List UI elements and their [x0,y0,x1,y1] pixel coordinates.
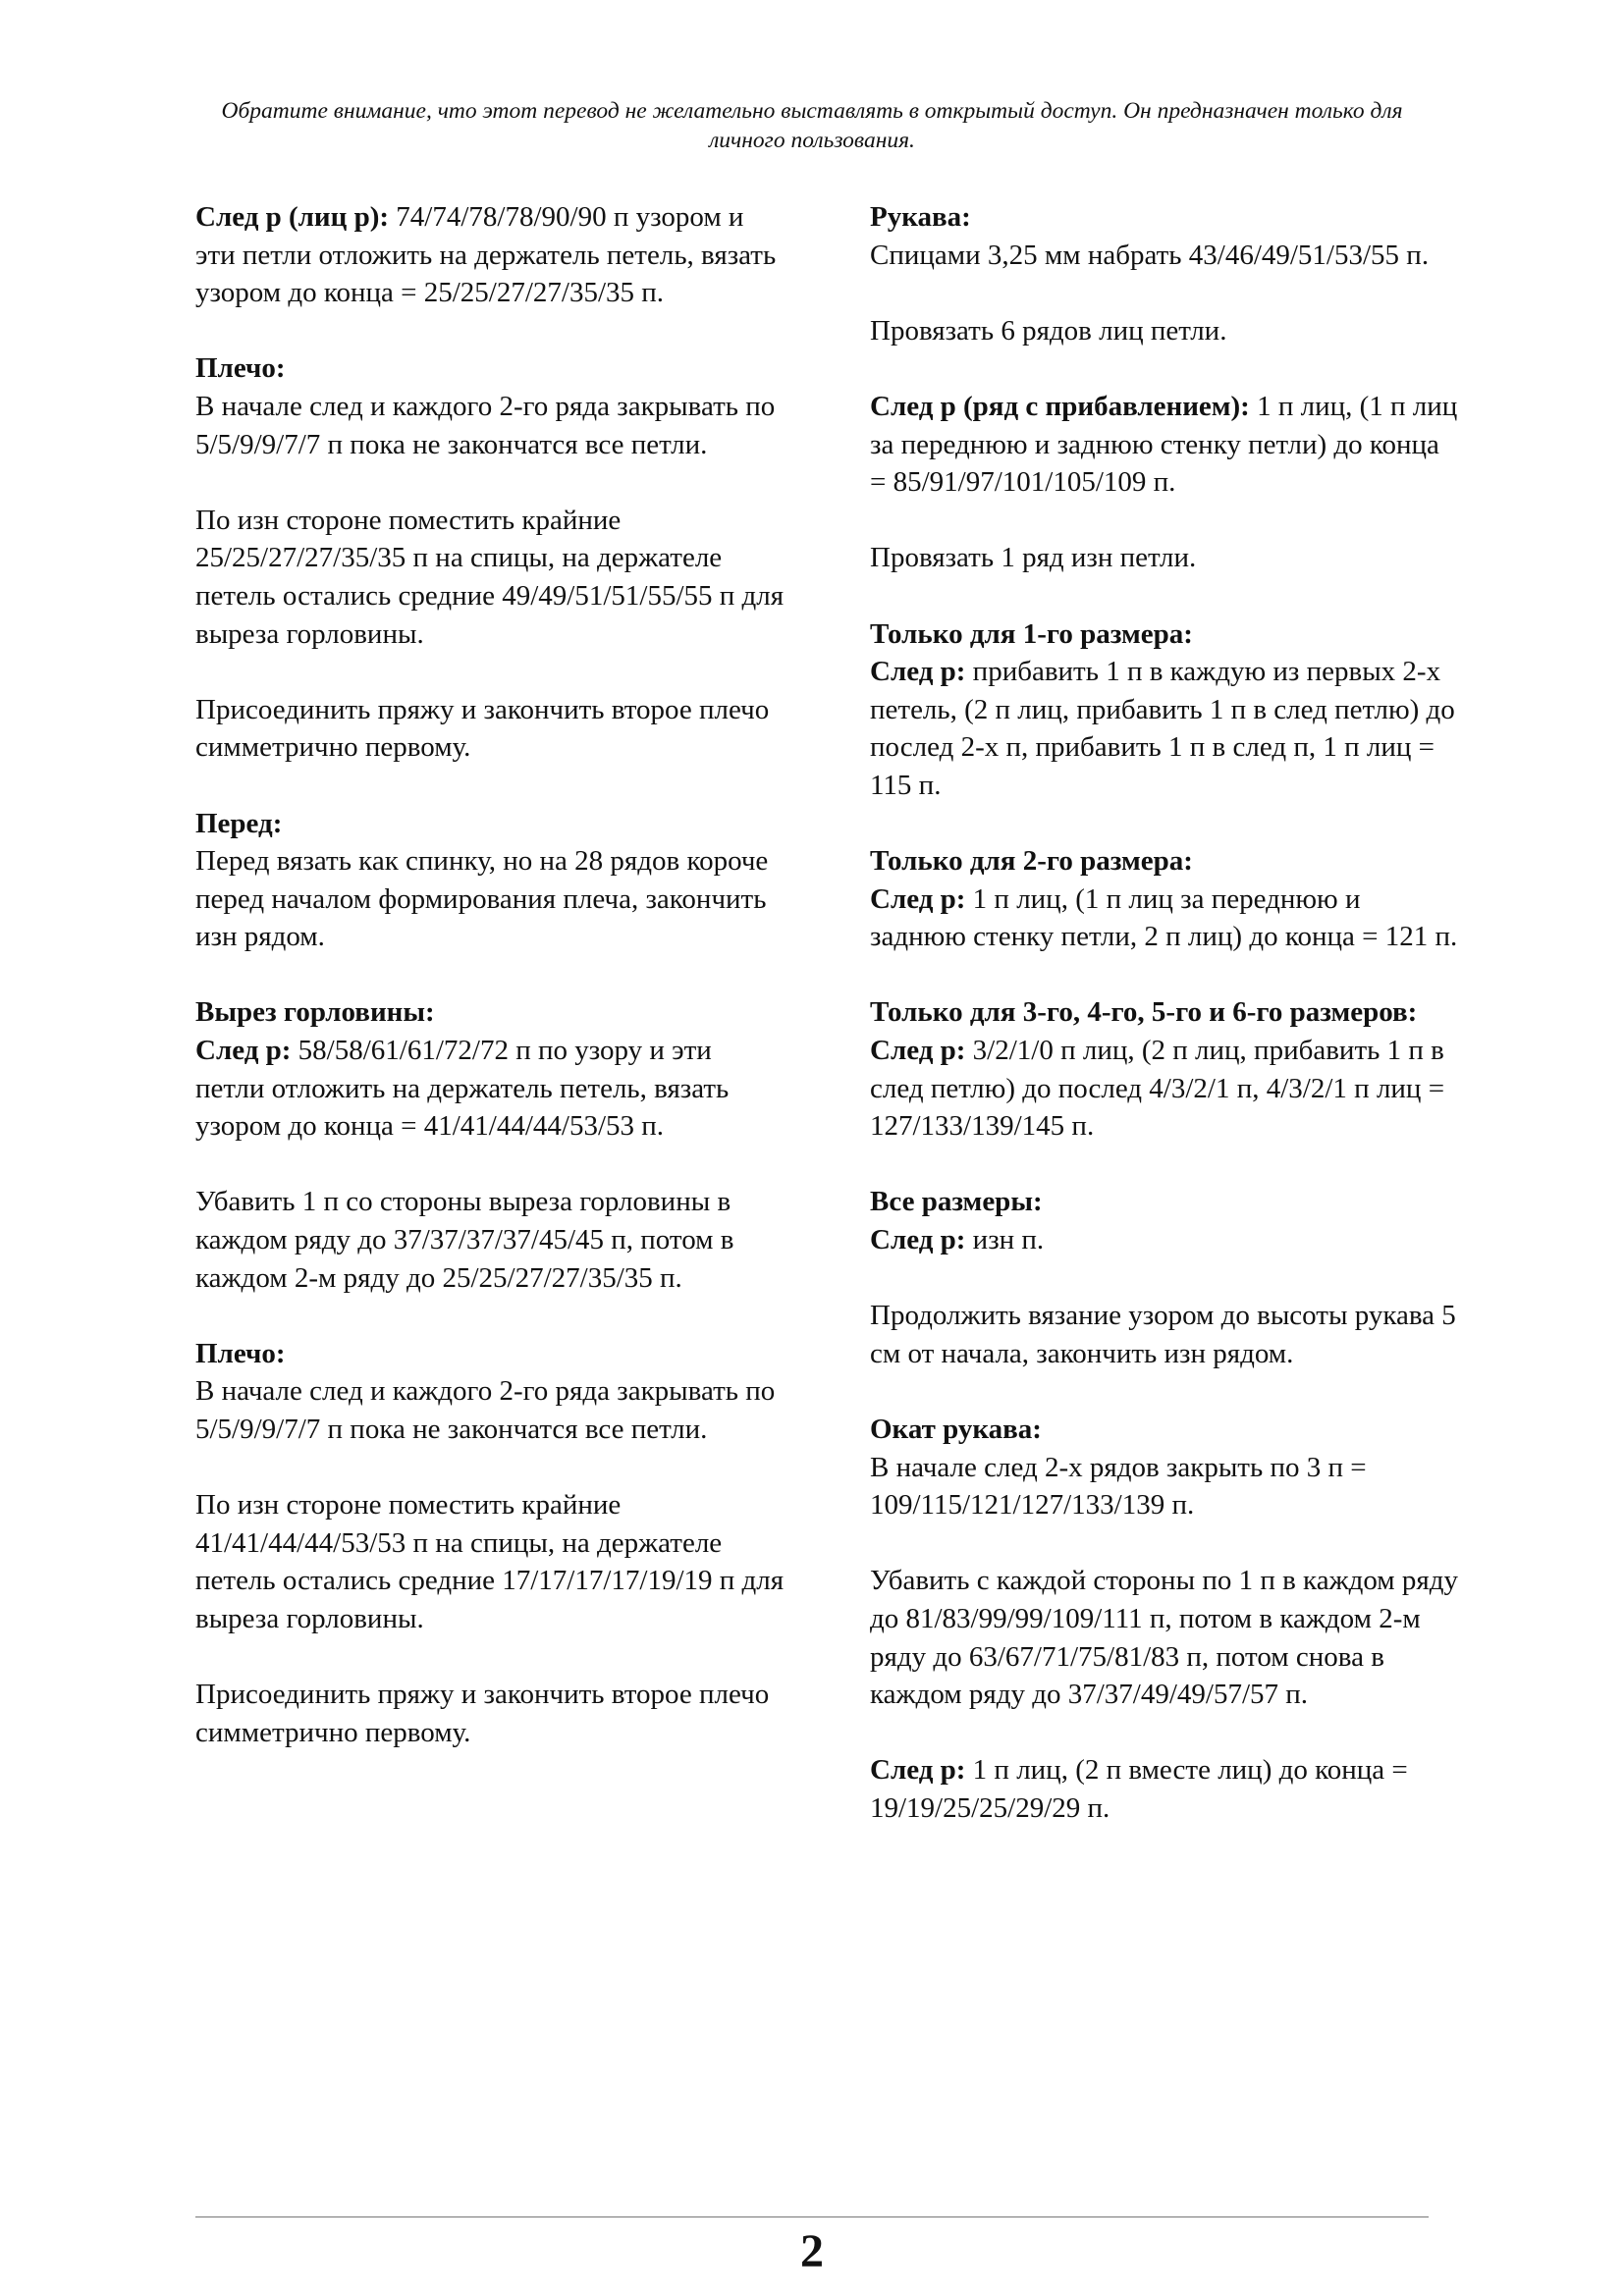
purl-row-instruction: Провязать 1 ряд изн петли. [870,542,1197,574]
continue-instruction: Продолжить вязание узором до высоты рукава 5 см от начала, закончить изн рядом. [870,1300,1456,1369]
size2-block [870,842,1459,956]
continue-block [870,1297,1459,1372]
size1-block [870,615,1459,805]
join-yarn-block-1 [195,691,785,767]
join-yarn-block-2 [195,1676,785,1751]
back-next-row-block [195,198,785,312]
wrong-side-instruction: По изн стороне поместить крайние 41/41/44/44/53/53 п на спицы, на держателе петель остались средние 17/17/17/17/19/19 п для выреза горловины. [195,1489,785,1634]
purl-row-block [870,539,1459,577]
row-instruction: 74/74/78/78/90/90 п узором и эти петли отложить на держатель петель, вязать узором до конца = 25/25/27/27/35/35 п. [195,201,777,309]
neck-decrease-block [195,1183,785,1297]
shoulder-block-2 [195,1335,785,1449]
row-label: След р (лиц р): [195,201,390,233]
row-label: След р: [870,1035,966,1067]
section-heading-sleeve-cap: Окат рукава: [870,1414,1042,1445]
shoulder-block-1 [195,349,785,463]
section-heading-front: Перед: [195,807,283,839]
left-column [195,198,785,1789]
row-instruction: прибавить 1 п в каждую из первых 2-х петель, (2 п лиц, прибавить 1 п в след петлю) до послед 2-х п, прибавить 1 п в след п, 1 п лиц = 115 п. [870,656,1455,801]
size2-instruction [870,881,1459,956]
section-heading-all-sizes: Все размеры: [870,1186,1043,1218]
neck-decrease-instruction: Убавить 1 п со стороны выреза горловины в каждом ряду до 37/37/37/37/45/45 п, потом в каждом 2-м ряду до 25/25/27/27/35/35 п. [195,1186,734,1294]
row-instruction: изн п. [972,1224,1045,1256]
section-heading-size3-6: Только для 3-го, 4-го, 5-го и 6-го размеров: [870,996,1418,1029]
all-sizes-block [870,1183,1459,1258]
size3-6-instruction [870,1032,1459,1146]
row-label: След р: [870,1754,966,1787]
cap-decrease-instruction: Убавить с каждой стороны по 1 п в каждом ряду до 81/83/99/99/109/111 п, потом в каждом 2-м ряду до 63/67/71/75/81/83 п, потом снова в каждом ряду до 37/37/49/49/57/57 п. [870,1565,1459,1711]
knit-rows-instruction: Провязать 6 рядов лиц петли. [870,314,1227,347]
front-instruction: Перед вязать как спинку, но на 28 рядов короче перед началом формирования плеча, закончить изн рядом. [195,845,769,953]
right-column [870,198,1459,1865]
final-row-block [870,1751,1459,1827]
all-sizes-instruction [870,1221,1459,1259]
neckline-instruction [195,1032,785,1146]
join-yarn-instruction: Присоединить пряжу и закончить второе плечо симметрично первому. [195,1679,770,1748]
row-label: След р: [870,1224,966,1256]
size1-instruction [870,653,1459,804]
wrong-side-block-2 [195,1486,785,1637]
cap-decrease-block [870,1562,1459,1713]
row-label: След р: [870,882,966,915]
row-label: След р: [195,1035,292,1067]
page-number: 2 [800,2225,824,2277]
section-heading-size2: Только для 2-го размера: [870,845,1193,878]
row-label: След р (ряд с прибавлением): [870,390,1250,422]
size3-6-block [870,993,1459,1145]
section-heading-neckline: Вырез горловины: [195,996,435,1029]
neckline-block [195,993,785,1145]
shoulder-instruction: В начале след и каждого 2-го ряда закрывать по 5/5/9/9/7/7 п пока не закончатся все петли. [195,390,776,460]
front-block [195,805,785,956]
wrong-side-block-1 [195,502,785,653]
row-instruction: 3/2/1/0 п лиц, (2 п лиц, прибавить 1 п в след петлю) до послед 4/3/2/1 п, 4/3/2/1 п лиц = 127/133/139/145 п. [870,1035,1445,1143]
footer-divider [195,2216,1429,2217]
back-next-row-text [195,198,785,312]
section-heading-shoulder: Плечо: [195,352,286,385]
final-row-text [870,1751,1459,1827]
sleeves-block [870,198,1459,274]
wrong-side-instruction: По изн стороне поместить крайние 25/25/27/27/35/35 п на спицы, на держателе петель остались средние 49/49/51/51/55/55 п для выреза горловины. [195,504,785,650]
row-instruction: 1 п лиц, (1 п лиц за переднюю и заднюю стенку петли, 2 п лиц) до конца = 121 п. [870,882,1458,953]
sleeves-instruction: Спицами 3,25 мм набрать 43/46/49/51/53/55 п. [870,239,1430,271]
knit-rows-block [870,312,1459,350]
row-instruction: 1 п лиц, (2 п вместе лиц) до конца = 19/19/25/25/29/29 п. [870,1754,1408,1824]
section-heading-shoulder: Плечо: [195,1337,286,1369]
translation-notice: Обратите внимание, что этот перевод не желательно выставлять в открытый доступ. Он предназначен только для личного пользования. [221,98,1403,153]
row-instruction: 1 п лиц, (1 п лиц за переднюю и заднюю стенку петли) до конца = 85/91/97/101/105/109 п. [870,390,1458,499]
join-yarn-instruction: Присоединить пряжу и закончить второе плечо симметрично первому. [195,693,770,764]
row-label: След р: [870,656,966,688]
section-heading-sleeves: Рукава: [870,201,971,233]
section-heading-size1: Только для 1-го размера: [870,617,1193,650]
sleeve-cap-instruction: В начале след 2-х рядов закрыть по 3 п = 109/115/121/127/133/139 п. [870,1451,1367,1522]
shoulder-instruction: В начале след и каждого 2-го ряда закрывать по 5/5/9/9/7/7 п пока не закончатся все петли. [195,1375,776,1445]
row-instruction: 58/58/61/61/72/72 п по узору и эти петли отложить на держатель петель, вязать узором до конца = 41/41/44/44/53/53 п. [195,1035,730,1143]
increase-row-text [870,388,1459,502]
increase-row-block [870,388,1459,502]
sleeve-cap-block [870,1411,1459,1524]
